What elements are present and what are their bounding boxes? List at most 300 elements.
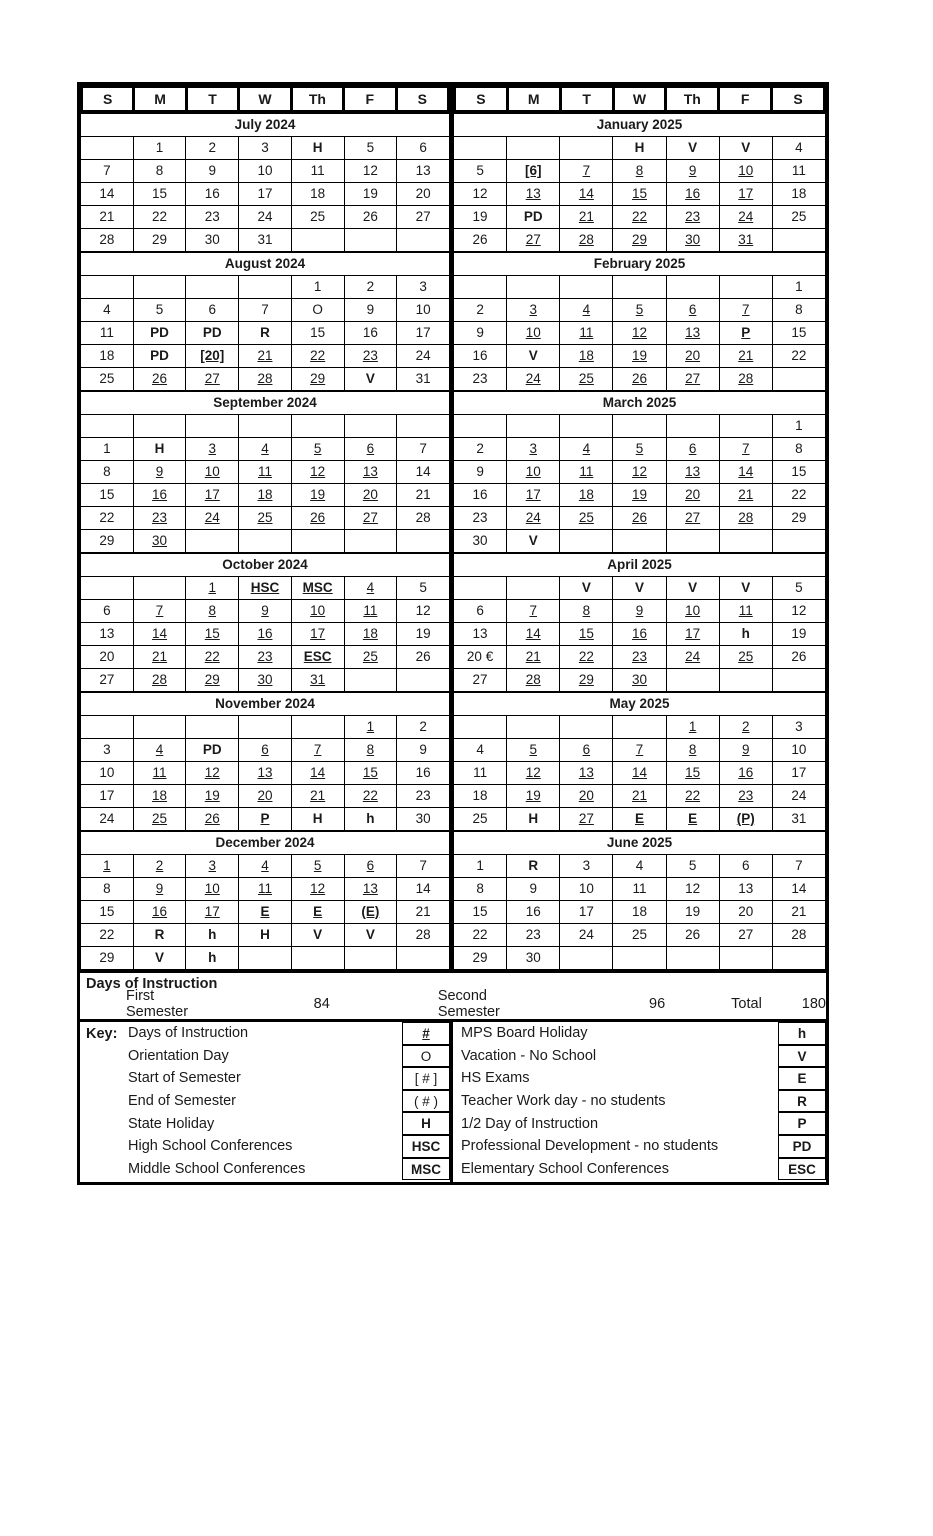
day-cell[interactable] [613,461,666,484]
day-cell[interactable]: 23 [507,924,560,947]
day-cell[interactable] [239,483,292,506]
day-cell[interactable] [560,646,613,669]
day-cell[interactable] [239,761,292,784]
day-cell[interactable]: 5 [666,855,719,878]
day-cell[interactable] [719,322,772,345]
day-cell[interactable]: 7 [81,160,134,183]
day-cell[interactable] [719,368,772,391]
day-cell[interactable] [291,460,344,483]
day-cell[interactable] [507,507,560,530]
day-cell[interactable]: V [666,137,719,160]
day-cell[interactable]: 26 [772,646,825,669]
day-cell[interactable] [291,645,344,668]
day-cell[interactable]: 2 [397,715,450,738]
day-cell[interactable] [560,299,613,322]
day-cell[interactable] [239,854,292,877]
day-cell[interactable]: R [133,923,186,946]
day-cell[interactable]: 22 [772,345,825,368]
day-cell[interactable]: 16 [344,322,397,345]
day-cell[interactable]: 20 € [454,646,507,669]
day-cell[interactable]: 5 [772,577,825,600]
day-cell[interactable] [344,437,397,460]
day-cell[interactable] [133,529,186,552]
day-cell[interactable]: 18 [81,345,134,368]
day-cell[interactable]: PD [133,322,186,345]
day-cell[interactable]: 21 [397,483,450,506]
day-cell[interactable]: 22 [454,924,507,947]
day-cell[interactable]: 26 [397,645,450,668]
day-cell[interactable] [133,368,186,391]
day-cell[interactable]: 16 [186,183,239,206]
day-cell[interactable] [186,807,239,830]
day-cell[interactable] [239,506,292,529]
day-cell[interactable]: 29 [81,529,134,552]
day-cell[interactable] [719,461,772,484]
day-cell[interactable]: V [719,137,772,160]
day-cell[interactable]: 17 [560,901,613,924]
day-cell[interactable] [133,622,186,645]
day-cell[interactable] [719,183,772,206]
day-cell[interactable]: 1 [291,276,344,299]
day-cell[interactable] [239,622,292,645]
day-cell[interactable]: 26 [454,229,507,252]
day-cell[interactable] [291,784,344,807]
day-cell[interactable]: 23 [186,206,239,229]
day-cell[interactable] [719,299,772,322]
day-cell[interactable] [186,483,239,506]
day-cell[interactable]: 3 [81,738,134,761]
day-cell[interactable] [186,900,239,923]
day-cell[interactable]: 7 [239,299,292,322]
day-cell[interactable]: 3 [772,716,825,739]
day-cell[interactable]: 11 [454,762,507,785]
day-cell[interactable] [344,715,397,738]
day-cell[interactable]: 20 [719,901,772,924]
day-cell[interactable]: 21 [397,900,450,923]
day-cell[interactable] [666,438,719,461]
day-cell[interactable]: 4 [81,299,134,322]
day-cell[interactable]: 1 [454,855,507,878]
day-cell[interactable] [133,784,186,807]
day-cell[interactable]: 11 [772,160,825,183]
day-cell[interactable] [291,761,344,784]
day-cell[interactable] [613,160,666,183]
day-cell[interactable]: 28 [81,229,134,252]
day-cell[interactable]: H [291,137,344,160]
day-cell[interactable] [81,854,134,877]
day-cell[interactable]: 27 [454,669,507,692]
day-cell[interactable]: 6 [454,600,507,623]
day-cell[interactable]: 30 [507,947,560,970]
day-cell[interactable]: 28 [772,924,825,947]
day-cell[interactable] [560,322,613,345]
day-cell[interactable]: 23 [397,784,450,807]
day-cell[interactable]: 13 [81,622,134,645]
day-cell[interactable] [560,438,613,461]
day-cell[interactable] [291,345,344,368]
day-cell[interactable] [507,461,560,484]
day-cell[interactable] [666,600,719,623]
day-cell[interactable] [291,576,344,599]
day-cell[interactable]: 8 [772,438,825,461]
day-cell[interactable]: 16 [454,345,507,368]
day-cell[interactable]: 8 [454,878,507,901]
day-cell[interactable]: 12 [397,599,450,622]
day-cell[interactable]: H [133,437,186,460]
day-cell[interactable]: 9 [186,160,239,183]
day-cell[interactable] [507,229,560,252]
day-cell[interactable]: 22 [772,484,825,507]
day-cell[interactable] [613,322,666,345]
day-cell[interactable]: 25 [454,808,507,831]
day-cell[interactable]: 18 [613,901,666,924]
day-cell[interactable]: 17 [772,762,825,785]
day-cell[interactable]: 25 [81,368,134,391]
day-cell[interactable]: 17 [397,322,450,345]
day-cell[interactable] [560,739,613,762]
day-cell[interactable] [560,623,613,646]
day-cell[interactable]: 25 [613,924,666,947]
day-cell[interactable] [666,206,719,229]
day-cell[interactable] [560,762,613,785]
day-cell[interactable] [291,854,344,877]
day-cell[interactable] [560,785,613,808]
day-cell[interactable] [186,761,239,784]
day-cell[interactable]: 21 [772,901,825,924]
day-cell[interactable]: V [291,923,344,946]
day-cell[interactable]: 13 [719,878,772,901]
day-cell[interactable] [613,507,666,530]
day-cell[interactable] [344,738,397,761]
day-cell[interactable]: 15 [81,483,134,506]
day-cell[interactable] [239,784,292,807]
day-cell[interactable] [719,438,772,461]
day-cell[interactable] [344,483,397,506]
day-cell[interactable]: 15 [81,900,134,923]
day-cell[interactable] [239,738,292,761]
day-cell[interactable] [344,622,397,645]
day-cell[interactable] [291,738,344,761]
day-cell[interactable] [666,716,719,739]
day-cell[interactable]: 3 [560,855,613,878]
day-cell[interactable]: 27 [719,924,772,947]
day-cell[interactable]: 15 [291,322,344,345]
day-cell[interactable] [613,646,666,669]
day-cell[interactable] [507,669,560,692]
day-cell[interactable]: 31 [397,368,450,391]
day-cell[interactable] [344,645,397,668]
day-cell[interactable]: 25 [291,206,344,229]
day-cell[interactable]: 18 [454,785,507,808]
day-cell[interactable] [291,506,344,529]
day-cell[interactable]: V [719,577,772,600]
day-cell[interactable]: PD [186,322,239,345]
day-cell[interactable] [239,877,292,900]
day-cell[interactable] [507,368,560,391]
day-cell[interactable]: H [239,923,292,946]
day-cell[interactable]: 27 [397,206,450,229]
day-cell[interactable]: h [719,623,772,646]
day-cell[interactable]: 24 [397,345,450,368]
day-cell[interactable] [239,668,292,691]
day-cell[interactable] [507,299,560,322]
day-cell[interactable]: 11 [291,160,344,183]
day-cell[interactable] [239,807,292,830]
day-cell[interactable] [507,160,560,183]
day-cell[interactable]: 2 [454,299,507,322]
day-cell[interactable] [666,461,719,484]
day-cell[interactable] [613,368,666,391]
day-cell[interactable] [186,622,239,645]
day-cell[interactable] [186,877,239,900]
day-cell[interactable] [719,484,772,507]
day-cell[interactable]: V [560,577,613,600]
day-cell[interactable] [186,599,239,622]
day-cell[interactable] [133,668,186,691]
day-cell[interactable]: 8 [81,460,134,483]
day-cell[interactable] [666,762,719,785]
day-cell[interactable] [291,599,344,622]
day-cell[interactable]: 13 [397,160,450,183]
day-cell[interactable]: O [291,299,344,322]
day-cell[interactable]: 18 [291,183,344,206]
day-cell[interactable]: PD [507,206,560,229]
day-cell[interactable]: 19 [772,623,825,646]
day-cell[interactable]: 8 [772,299,825,322]
day-cell[interactable]: 31 [772,808,825,831]
day-cell[interactable] [719,785,772,808]
day-cell[interactable] [186,784,239,807]
day-cell[interactable] [560,160,613,183]
day-cell[interactable]: 29 [81,946,134,969]
day-cell[interactable] [291,900,344,923]
day-cell[interactable]: 26 [666,924,719,947]
day-cell[interactable]: V [507,530,560,553]
day-cell[interactable] [613,785,666,808]
day-cell[interactable]: 5 [454,160,507,183]
day-cell[interactable]: H [613,137,666,160]
day-cell[interactable] [239,576,292,599]
day-cell[interactable]: 3 [397,276,450,299]
day-cell[interactable] [666,299,719,322]
day-cell[interactable]: 29 [454,947,507,970]
day-cell[interactable] [507,762,560,785]
day-cell[interactable]: PD [186,738,239,761]
day-cell[interactable] [507,785,560,808]
day-cell[interactable] [560,229,613,252]
day-cell[interactable] [666,646,719,669]
day-cell[interactable] [344,784,397,807]
day-cell[interactable]: 4 [613,855,666,878]
day-cell[interactable]: 10 [397,299,450,322]
day-cell[interactable] [560,183,613,206]
day-cell[interactable] [133,460,186,483]
day-cell[interactable]: 18 [772,183,825,206]
day-cell[interactable] [344,599,397,622]
day-cell[interactable] [613,299,666,322]
day-cell[interactable]: 9 [454,461,507,484]
day-cell[interactable]: V [507,345,560,368]
day-cell[interactable]: 14 [81,183,134,206]
day-cell[interactable] [344,576,397,599]
day-cell[interactable] [291,668,344,691]
day-cell[interactable]: 8 [81,877,134,900]
day-cell[interactable] [186,668,239,691]
day-cell[interactable] [719,345,772,368]
day-cell[interactable] [719,229,772,252]
day-cell[interactable]: 6 [186,299,239,322]
day-cell[interactable] [186,437,239,460]
day-cell[interactable] [666,183,719,206]
day-cell[interactable]: 5 [397,576,450,599]
day-cell[interactable] [560,600,613,623]
day-cell[interactable] [344,460,397,483]
day-cell[interactable] [666,345,719,368]
day-cell[interactable]: 14 [772,878,825,901]
day-cell[interactable] [239,345,292,368]
day-cell[interactable] [666,739,719,762]
day-cell[interactable] [613,484,666,507]
day-cell[interactable]: 4 [772,137,825,160]
day-cell[interactable]: PD [133,345,186,368]
day-cell[interactable]: V [133,946,186,969]
day-cell[interactable] [507,600,560,623]
day-cell[interactable]: 17 [239,183,292,206]
day-cell[interactable] [613,183,666,206]
day-cell[interactable] [239,645,292,668]
day-cell[interactable] [666,623,719,646]
day-cell[interactable]: 31 [239,229,292,252]
day-cell[interactable] [666,322,719,345]
day-cell[interactable]: 16 [397,761,450,784]
day-cell[interactable]: 26 [344,206,397,229]
day-cell[interactable]: 6 [719,855,772,878]
day-cell[interactable]: 11 [81,322,134,345]
day-cell[interactable] [613,623,666,646]
day-cell[interactable] [186,368,239,391]
day-cell[interactable] [666,160,719,183]
day-cell[interactable]: R [239,322,292,345]
day-cell[interactable]: 9 [344,299,397,322]
day-cell[interactable]: 30 [397,807,450,830]
day-cell[interactable]: 23 [454,368,507,391]
day-cell[interactable] [507,183,560,206]
day-cell[interactable] [560,669,613,692]
day-cell[interactable]: 5 [344,137,397,160]
day-cell[interactable] [133,877,186,900]
day-cell[interactable]: 10 [772,739,825,762]
day-cell[interactable] [719,206,772,229]
day-cell[interactable] [560,461,613,484]
day-cell[interactable] [186,345,239,368]
day-cell[interactable] [133,483,186,506]
day-cell[interactable] [133,761,186,784]
day-cell[interactable]: 25 [772,206,825,229]
day-cell[interactable] [507,646,560,669]
day-cell[interactable]: 6 [81,599,134,622]
day-cell[interactable]: 15 [772,461,825,484]
day-cell[interactable]: 2 [186,137,239,160]
day-cell[interactable]: h [186,923,239,946]
day-cell[interactable] [560,368,613,391]
day-cell[interactable]: 16 [507,901,560,924]
day-cell[interactable] [186,506,239,529]
day-cell[interactable]: 14 [397,877,450,900]
day-cell[interactable]: 1 [133,137,186,160]
day-cell[interactable]: 20 [397,183,450,206]
day-cell[interactable] [666,507,719,530]
day-cell[interactable] [719,646,772,669]
day-cell[interactable]: 12 [772,600,825,623]
day-cell[interactable]: 30 [454,530,507,553]
day-cell[interactable]: 9 [454,322,507,345]
day-cell[interactable]: V [613,577,666,600]
day-cell[interactable] [239,900,292,923]
day-cell[interactable]: 12 [344,160,397,183]
day-cell[interactable] [291,368,344,391]
day-cell[interactable] [719,739,772,762]
day-cell[interactable]: 27 [81,668,134,691]
day-cell[interactable] [507,322,560,345]
day-cell[interactable]: V [666,577,719,600]
day-cell[interactable] [239,599,292,622]
day-cell[interactable] [186,854,239,877]
day-cell[interactable]: 22 [133,206,186,229]
day-cell[interactable] [613,808,666,831]
day-cell[interactable]: 15 [133,183,186,206]
day-cell[interactable] [133,506,186,529]
day-cell[interactable] [186,576,239,599]
day-cell[interactable]: 28 [397,506,450,529]
day-cell[interactable] [613,669,666,692]
day-cell[interactable] [291,622,344,645]
day-cell[interactable] [613,600,666,623]
day-cell[interactable]: 15 [454,901,507,924]
day-cell[interactable] [133,854,186,877]
day-cell[interactable] [613,206,666,229]
day-cell[interactable]: 6 [397,137,450,160]
day-cell[interactable] [719,808,772,831]
day-cell[interactable]: 1 [772,415,825,438]
day-cell[interactable]: 8 [133,160,186,183]
day-cell[interactable]: 9 [507,878,560,901]
day-cell[interactable]: 19 [344,183,397,206]
day-cell[interactable] [507,484,560,507]
day-cell[interactable]: V [344,368,397,391]
day-cell[interactable] [560,507,613,530]
day-cell[interactable] [719,160,772,183]
day-cell[interactable]: 19 [454,206,507,229]
day-cell[interactable] [239,437,292,460]
day-cell[interactable]: 10 [560,878,613,901]
day-cell[interactable] [291,483,344,506]
day-cell[interactable] [186,460,239,483]
day-cell[interactable] [133,900,186,923]
day-cell[interactable]: R [507,855,560,878]
day-cell[interactable]: h [344,807,397,830]
day-cell[interactable]: V [344,923,397,946]
day-cell[interactable]: 9 [397,738,450,761]
day-cell[interactable]: H [291,807,344,830]
day-cell[interactable]: 29 [772,507,825,530]
day-cell[interactable]: 12 [666,878,719,901]
day-cell[interactable]: 7 [397,437,450,460]
day-cell[interactable] [560,484,613,507]
day-cell[interactable] [719,762,772,785]
day-cell[interactable]: 1 [772,276,825,299]
day-cell[interactable] [344,854,397,877]
day-cell[interactable] [507,623,560,646]
